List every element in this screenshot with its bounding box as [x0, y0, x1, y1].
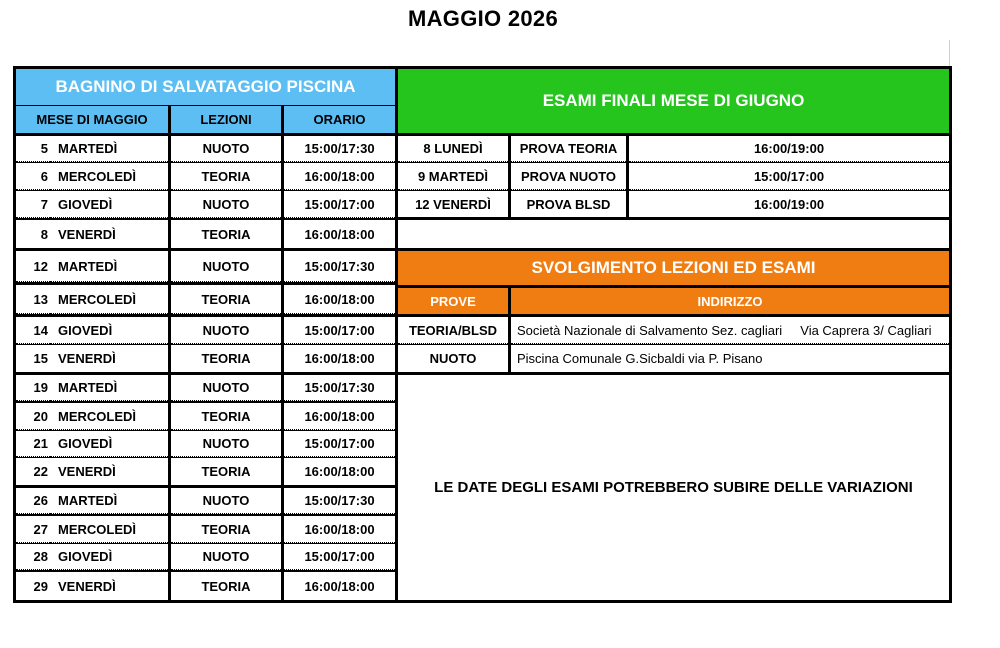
lesson-day-number: 19 — [16, 375, 50, 401]
lesson-weekday: GIOVEDÌ — [50, 317, 168, 344]
lesson-day-number: 28 — [16, 544, 50, 570]
lesson-time: 16:00/18:00 — [284, 285, 395, 314]
lesson-type: NUOTO — [171, 317, 281, 344]
lesson-time: 16:00/18:00 — [284, 220, 395, 248]
lesson-type: TEORIA — [171, 458, 281, 485]
lesson-day-number: 29 — [16, 572, 50, 600]
lesson-type: TEORIA — [171, 285, 281, 314]
lesson-weekday: GIOVEDÌ — [50, 191, 168, 218]
lesson-time: 15:00/17:30 — [284, 375, 395, 401]
exams-header: ESAMI FINALI MESE DI GIUGNO — [398, 69, 949, 133]
lesson-type: TEORIA — [171, 403, 281, 430]
lesson-time: 16:00/18:00 — [284, 163, 395, 190]
column-prove: PROVE — [398, 288, 508, 314]
course-header: BAGNINO DI SALVATAGGIO PISCINA — [16, 69, 395, 105]
lesson-day-number: 21 — [16, 431, 50, 457]
venue-address: Piscina Comunale G.Sicbaldi via P. Pisano — [511, 345, 949, 372]
exam-test: PROVA NUOTO — [511, 163, 626, 190]
lesson-weekday: VENERDÌ — [50, 345, 168, 372]
lesson-time: 15:00/17:30 — [284, 251, 395, 282]
lesson-weekday: MARTEDÌ — [50, 251, 168, 282]
lesson-type: NUOTO — [171, 375, 281, 401]
lesson-day-number: 13 — [16, 285, 50, 314]
lesson-weekday: VENERDÌ — [50, 458, 168, 485]
lesson-weekday: VENERDÌ — [50, 220, 168, 248]
lesson-weekday: MERCOLEDÌ — [50, 516, 168, 543]
lesson-day-number: 5 — [16, 136, 50, 162]
exam-date: 8 LUNEDÌ — [398, 136, 508, 162]
lesson-type: TEORIA — [171, 220, 281, 248]
lesson-type: NUOTO — [171, 544, 281, 570]
lesson-type: NUOTO — [171, 488, 281, 514]
lesson-time: 15:00/17:00 — [284, 191, 395, 218]
exam-date: 12 VENERDÌ — [398, 191, 508, 217]
page-title: MAGGIO 2026 — [407, 6, 559, 31]
lesson-weekday: MARTEDÌ — [50, 375, 168, 401]
lesson-time: 15:00/17:30 — [284, 488, 395, 514]
lesson-weekday: GIOVEDÌ — [50, 431, 168, 457]
exam-time: 16:00/19:00 — [629, 191, 949, 217]
lesson-weekday: MERCOLEDÌ — [50, 403, 168, 430]
notice-text: LE DATE DEGLI ESAMI POTREBBERO SUBIRE DELLE VARIAZIONI — [398, 375, 949, 600]
lesson-type: TEORIA — [171, 163, 281, 190]
exam-time: 16:00/19:00 — [629, 136, 949, 162]
lesson-day-number: 20 — [16, 403, 50, 430]
divider — [949, 40, 950, 66]
exam-test: PROVA TEORIA — [511, 136, 626, 162]
lesson-weekday: VENERDÌ — [50, 572, 168, 600]
lesson-day-number: 8 — [16, 220, 50, 248]
lesson-time: 15:00/17:00 — [284, 317, 395, 344]
lesson-time: 16:00/18:00 — [284, 458, 395, 485]
lesson-type: TEORIA — [171, 516, 281, 543]
lesson-day-number: 6 — [16, 163, 50, 190]
column-month: MESE DI MAGGIO — [16, 106, 168, 133]
lesson-weekday: MERCOLEDÌ — [50, 163, 168, 190]
exam-time: 15:00/17:00 — [629, 163, 949, 190]
column-time: ORARIO — [284, 106, 395, 133]
lesson-weekday: GIOVEDÌ — [50, 544, 168, 570]
lesson-day-number: 26 — [16, 488, 50, 514]
lesson-day-number: 12 — [16, 251, 50, 282]
lesson-type: NUOTO — [171, 191, 281, 218]
lesson-time: 16:00/18:00 — [284, 572, 395, 600]
lesson-type: NUOTO — [171, 136, 281, 162]
venue-address: Società Nazionale di Salvamento Sez. cagliari Via Caprera 3/ Cagliari — [511, 317, 949, 344]
lesson-type: NUOTO — [171, 251, 281, 282]
lesson-day-number: 22 — [16, 458, 50, 485]
lesson-day-number: 7 — [16, 191, 50, 218]
column-indirizzo: INDIRIZZO — [511, 288, 949, 314]
lesson-type: NUOTO — [171, 431, 281, 457]
venues-header: SVOLGIMENTO LEZIONI ED ESAMI — [398, 251, 949, 285]
venue-prova: TEORIA/BLSD — [398, 317, 508, 344]
column-lessons: LEZIONI — [171, 106, 281, 133]
lesson-day-number: 14 — [16, 317, 50, 344]
schedule-table — [13, 66, 952, 603]
lesson-time: 16:00/18:00 — [284, 403, 395, 430]
blank-row — [398, 220, 949, 248]
lesson-time: 15:00/17:00 — [284, 544, 395, 570]
lesson-day-number: 27 — [16, 516, 50, 543]
exam-test: PROVA BLSD — [511, 191, 626, 217]
venue-prova: NUOTO — [398, 345, 508, 372]
lesson-weekday: MARTEDÌ — [50, 488, 168, 514]
lesson-time: 16:00/18:00 — [284, 345, 395, 372]
lesson-type: TEORIA — [171, 345, 281, 372]
lesson-time: 15:00/17:30 — [284, 136, 395, 162]
lesson-type: TEORIA — [171, 572, 281, 600]
lesson-day-number: 15 — [16, 345, 50, 372]
lesson-weekday: MARTEDÌ — [50, 136, 168, 162]
exam-date: 9 MARTEDÌ — [398, 163, 508, 190]
lesson-time: 15:00/17:00 — [284, 431, 395, 457]
lesson-time: 16:00/18:00 — [284, 516, 395, 543]
lesson-weekday: MERCOLEDÌ — [50, 285, 168, 314]
